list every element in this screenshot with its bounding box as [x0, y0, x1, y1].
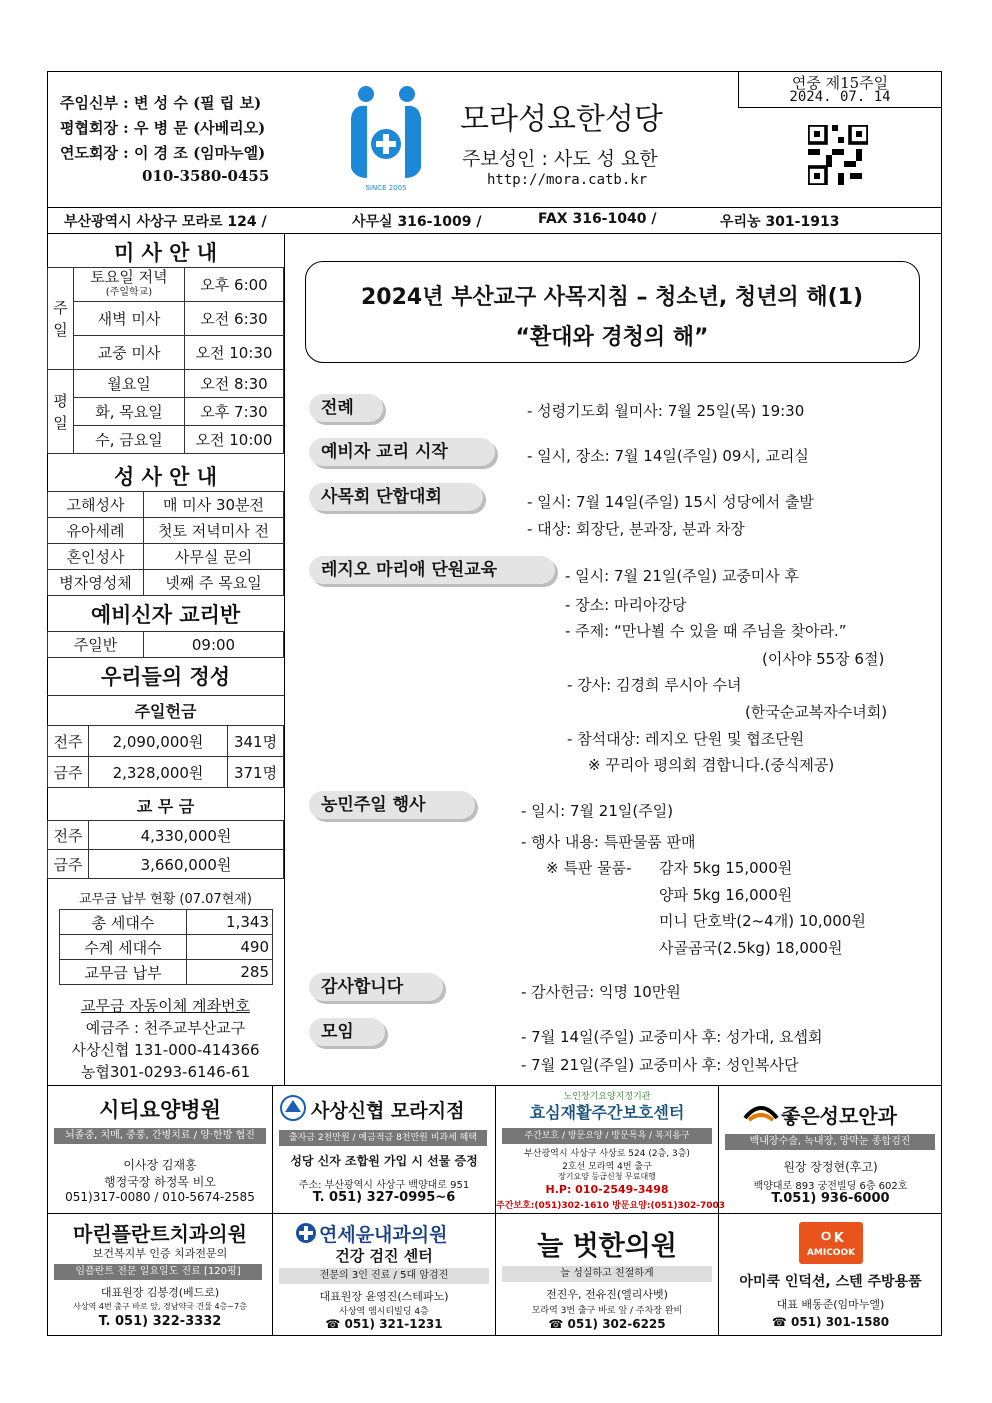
mass-row-time: 오후 6:00 [185, 268, 284, 302]
ad-line: 사상역 엠시티빌딩 4층 [339, 1307, 429, 1317]
mass-row-name: 토요일 저녁 (주일학교) [74, 268, 185, 302]
ad-band: 주간보호 / 방문요양 / 방문목욕 / 복지용구 [502, 1128, 712, 1144]
offering-title: 우리들의 정성 [100, 665, 231, 689]
ad-line: ☎ 051) 301-1580 [771, 1315, 890, 1329]
pastor-line: 주임신부 : 변 성 수 (필 립 보) [60, 94, 262, 112]
ad-line: 성당 신자 조합원 가입 시 선물 증정 [290, 1154, 478, 1168]
section-farmer-title: 농민주일 행사 [309, 791, 475, 819]
sacrament-name: 고해성사 [48, 492, 144, 518]
dues-week: 금주 [48, 850, 89, 879]
legio-line: - 일시: 7월 21일(주일) 교중미사 후 [565, 567, 800, 585]
farmer-line: ※ 특판 물품- [546, 859, 632, 877]
ad-line: ☎ 051) 321-1231 [325, 1317, 443, 1331]
mass-row-name: 수, 금요일 [74, 426, 185, 454]
sacrament-name: 병자영성체 [48, 570, 144, 596]
patron-saint: 주보성인 : 사도 성 요한 [462, 148, 658, 170]
status-value: 490 [187, 935, 273, 960]
logo-since-text: SINCE 2005 [365, 184, 407, 192]
headline-1: 2024년 부산교구 사목지침 – 청소년, 청년의 해(1) [361, 285, 863, 310]
section-liturgy-title: 전례 [309, 394, 383, 422]
status-label: 총 세대수 [60, 910, 187, 935]
mass-row-time: 오전 8:30 [185, 370, 284, 398]
sacrament-info: 넷째 주 목요일 [144, 570, 284, 596]
ad-band: 늘 성실하고 친절하게 [502, 1266, 712, 1282]
mass-row-name: 새벽 미사 [74, 302, 185, 336]
ad-line: 행정국장 하정목 비오 [104, 1175, 216, 1189]
ad-title: 마린플란트치과의원 [73, 1222, 247, 1246]
offering-people: 341명 [228, 726, 284, 757]
sacrament-info: 첫토 저녁미사 전 [144, 518, 284, 544]
sunday-offering-title: 주일헌금 [134, 702, 197, 721]
sacrament-name: 유아세례 [48, 518, 144, 544]
council-phone: 010-3580-0455 [142, 167, 270, 185]
ad-line: 대표 배동준(임마누엘) [776, 1298, 885, 1311]
legio-line: (이사야 55장 6절) [762, 650, 885, 668]
section-catechumen-title: 예비자 교리 시작 [309, 438, 495, 466]
farmer-item: 미니 단호박(2~4개) 10,000원 [659, 912, 866, 930]
ad-line: 부산광역시 사상구 사상로 524 (2층, 3층) [524, 1149, 690, 1159]
account-number-2: 농협301-0293-6146-61 [80, 1063, 251, 1081]
thanks-line: - 감사헌금: 익명 10만원 [521, 983, 681, 1001]
legio-line: - 참석대상: 레지오 단원 및 협조단원 [567, 730, 805, 748]
catechumen-line: - 일시, 장소: 7월 14일(주일) 09시, 교리실 [527, 447, 809, 465]
mass-row-time: 오전 10:00 [185, 426, 284, 454]
weekday-label: 평일 [48, 370, 74, 454]
status-value: 1,343 [187, 910, 273, 935]
ad-line: 전진우, 전유진(엘리사벳) [546, 1288, 668, 1301]
ad-hyosim-center[interactable] [496, 1086, 726, 1213]
meeting-line: - 7월 14일(주일) 교중미사 후: 성가대, 요셉회 [521, 1028, 823, 1046]
catechumen-table [47, 631, 284, 658]
church-name: 모라성요한성당 [460, 102, 663, 137]
legio-line: - 장소: 마리아강당 [565, 596, 687, 614]
ad-yonsei-clinic[interactable] [273, 1214, 495, 1335]
ad-title: 늘 벗한의원 [537, 1231, 677, 1262]
ad-band: 백내장수술, 녹내장, 망막눈 종합검진 [725, 1134, 935, 1150]
meeting-line: - 7월 21일(주일) 교중미사 후: 성인복사단 [521, 1056, 799, 1074]
mass-row-time: 오전 6:30 [185, 302, 284, 336]
ad-line: H.P: 010-2549-3498 [545, 1183, 669, 1196]
ad-line: 장기요양 등급신청 무료대행 [558, 1172, 656, 1181]
ad-sub: 보건복지부 인증 치과전문의 [92, 1247, 228, 1260]
ad-amicook[interactable] [719, 1214, 942, 1335]
sacrament-info: 매 미사 30분전 [144, 492, 284, 518]
account-title: 교무금 자동이체 계좌번호 [81, 997, 250, 1015]
ad-line: ☎ 051) 302-6225 [548, 1317, 666, 1331]
ad-band: 뇌졸중, 치매, 중풍, 간병치료 / 양·한방 협진 [54, 1128, 266, 1144]
section-pastoral-title: 사목회 단합대회 [309, 483, 483, 511]
status-value: 285 [187, 960, 273, 985]
ad-top: 노인장기요양지정기관 [563, 1092, 651, 1102]
sacrament-name: 혼인성사 [48, 544, 144, 570]
pastoral-line: - 일시: 7월 14일(주일) 15시 성당에서 출발 [527, 493, 814, 511]
dues-status-table [59, 909, 273, 985]
qr-code-icon[interactable] [808, 125, 868, 185]
sacrament-table [47, 491, 284, 596]
ad-line: 원장 장정현(후고) [783, 1160, 878, 1174]
ad-line: 주간보호:(051)302-1610 방문요양:(051)302-7003 [496, 1201, 726, 1211]
ad-eye-clinic[interactable] [719, 1086, 942, 1213]
section-thanks-title: 감사합니다 [309, 973, 443, 1001]
legio-line: - 강사: 김경희 루시아 수녀 [567, 676, 742, 694]
dues-title: 교 무 금 [136, 797, 195, 816]
dues-status-title: 교무금 납부 현황 (07.07현재) [79, 892, 252, 907]
ad-line: 2호선 모라역 4번 출구 [562, 1162, 652, 1172]
dues-amount: 3,660,000원 [89, 850, 284, 879]
catechumen-time: 09:00 [144, 632, 284, 658]
church-logo [345, 82, 427, 194]
status-label: 수계 세대수 [60, 935, 187, 960]
ad-city-hospital[interactable] [48, 1086, 272, 1213]
sacrament-title: 성 사 안 내 [113, 465, 218, 489]
ad-title: 사상신협 모라지점 [311, 1100, 465, 1122]
farmer-item: 양파 5kg 16,000원 [659, 886, 793, 904]
ad-line: 대표원장 윤영진(스테파노) [319, 1290, 449, 1303]
ad-title: 아미쿡 인덕션, 스텐 주방용품 [739, 1274, 922, 1290]
ad-line: 051)317-0080 / 010-5674-2585 [65, 1190, 255, 1204]
account-number-1: 사상신협 131-000-414366 [71, 1041, 260, 1059]
dues-table [47, 820, 284, 879]
legio-line: (한국순교복자수녀회) [745, 703, 888, 721]
farmer-item: 사골곰국(2.5kg) 18,000원 [659, 939, 843, 957]
eye-clinic-logo-icon [743, 1100, 779, 1126]
legio-line: - 주제: “만나뵐 수 있을 때 주님을 찾아라.” [565, 622, 847, 640]
ad-line: T. 051) 322-3332 [98, 1314, 222, 1329]
mass-row-time: 오후 7:30 [185, 398, 284, 426]
amicook-logo-icon: ㅇK AMICOOK [799, 1222, 863, 1264]
offering-amount: 2,090,000원 [89, 726, 228, 757]
farmer-line: - 행사 내용: 특판물품 판매 [521, 833, 696, 851]
pastoral-line: - 대상: 회장단, 분과장, 분과 차장 [527, 520, 745, 538]
mass-row-name: 월요일 [74, 370, 185, 398]
farmer-line: - 일시: 7월 21일(주일) [521, 802, 674, 820]
sunday-label: 주일 [48, 268, 74, 370]
ad-title: 효심재활주간보호센터 [529, 1103, 685, 1122]
ad-band: 임플란트 전문 일요일도 진료 [120평] [54, 1264, 262, 1280]
ad-title: 연세윤내과의원 [319, 1224, 448, 1246]
liturgy-line: - 성령기도회 월미사: 7월 25일(목) 19:30 [527, 402, 805, 420]
mass-table [47, 267, 284, 454]
ad-title: 시티요양병원 [99, 1098, 221, 1122]
sidebar [47, 233, 284, 1085]
ad-line: 사상역 4번 출구 바로 앞, 경남약국 건물 4층~7층 [73, 1302, 247, 1311]
ad-line: T.051) 936-6000 [771, 1191, 890, 1206]
office-phone: 사무실 316-1009 / [352, 214, 482, 230]
catechumen-class: 주일반 [48, 632, 144, 658]
section-legio-title: 레지오 마리애 단원교육 [309, 556, 555, 584]
ad-sasang-credit[interactable] [273, 1086, 495, 1213]
ad-line: 백양대로 893 궁전빌딩 6층 602호 [753, 1181, 908, 1192]
ad-band: 출자금 2천만원 / 예금적금 8천만원 비과세 혜택 [279, 1130, 487, 1146]
ad-line: 주소: 부산광역시 사상구 백양대로 951 [298, 1180, 470, 1191]
dues-amount: 4,330,000원 [89, 821, 284, 850]
status-label: 교무금 납부 [60, 960, 187, 985]
ycouncil-line: 연도회장 : 이 경 조 (임마누엘) [60, 144, 266, 162]
offering-week: 금주 [48, 757, 89, 788]
ad-line: T. 051) 327-0995~6 [312, 1190, 456, 1205]
council-line: 평협회장 : 우 병 문 (사베리오) [60, 119, 266, 137]
ad-sub: 건강 검진 센터 [335, 1247, 433, 1265]
liturgical-week: 연중 제15주일 [791, 74, 889, 92]
ad-band: 전문의 3인 진료 / 5대 암검진 [279, 1268, 489, 1284]
ad-line: 대표원장 김봉경(베드로) [100, 1286, 220, 1299]
catechumen-title: 예비신자 교리반 [90, 603, 241, 627]
credit-union-logo-icon [279, 1094, 307, 1122]
offering-people: 371명 [228, 757, 284, 788]
headline-box [305, 261, 920, 363]
offering-table [47, 725, 284, 788]
section-meeting-title: 모임 [309, 1018, 385, 1046]
clinic-logo-icon [295, 1222, 317, 1244]
logo-text: AMICOOK [806, 1248, 856, 1258]
ad-line: 모라역 3번 출구 바로 앞 / 주차장 완비 [531, 1306, 683, 1316]
church-url[interactable]: http://mora.catb.kr [487, 172, 648, 188]
mass-row-name: 교중 미사 [74, 336, 185, 370]
farmer-item: 감자 5kg 15,000원 [659, 859, 793, 877]
mass-title: 미 사 안 내 [113, 241, 218, 265]
account-holder: 예금주 : 천주교부산교구 [85, 1019, 246, 1037]
legio-line: ※ 꾸리아 평의회 겸합니다.(중식제공) [588, 756, 835, 774]
rural-phone: 우리농 301-1913 [720, 214, 840, 230]
ad-neulbeot-clinic[interactable] [496, 1214, 718, 1335]
mass-row-time: 오전 10:30 [185, 336, 284, 370]
ad-line: 이사장 김재홍 [123, 1158, 197, 1172]
fax-number: FAX 316-1040 / [538, 211, 657, 227]
sacrament-info: 사무실 문의 [144, 544, 284, 570]
address: 부산광역시 사상구 모라로 124 / [64, 214, 267, 230]
ad-title: 좋은성모안과 [781, 1104, 897, 1128]
dues-week: 전주 [48, 821, 89, 850]
headline-2: “환대와 경청의 해” [515, 325, 709, 350]
bulletin-date: 2024. 07. 14 [789, 89, 891, 105]
mass-row-name: 화, 목요일 [74, 398, 185, 426]
ad-marine-dental[interactable] [48, 1214, 272, 1335]
offering-amount: 2,328,000원 [89, 757, 228, 788]
offering-week: 전주 [48, 726, 89, 757]
